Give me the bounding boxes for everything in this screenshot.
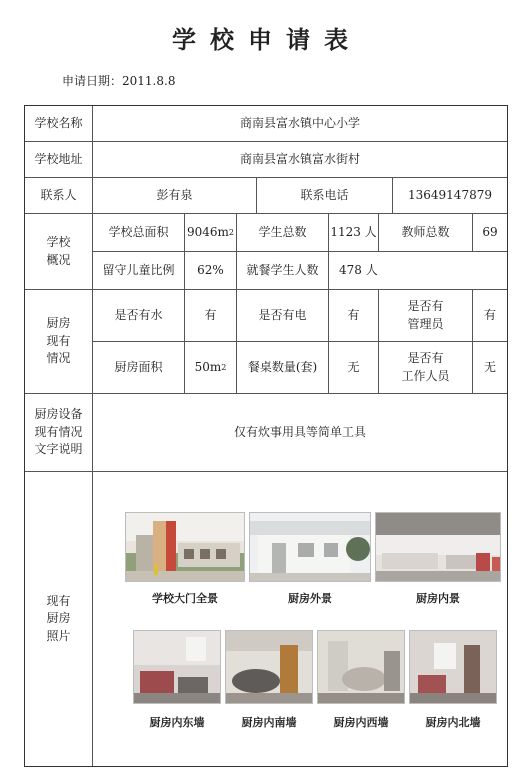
total-teachers-label: 教师总数 bbox=[379, 214, 473, 252]
meal-students-label: 就餐学生人数 bbox=[237, 252, 329, 290]
photo-caption-exterior: 厨房外景 bbox=[288, 592, 332, 605]
photo-caption-west: 厨房内西墙 bbox=[333, 716, 389, 729]
photo-caption-gate: 学校大门全景 bbox=[152, 592, 218, 605]
application-form bbox=[24, 105, 508, 767]
table-count-label: 餐桌数量(套) bbox=[237, 342, 329, 394]
has-staff-value: 无 bbox=[473, 342, 507, 394]
photo-gallery bbox=[93, 472, 507, 766]
kitchen-photos-label: 现有 厨房 照片 bbox=[25, 472, 93, 766]
equipment-label: 厨房设备 现有情况 文字说明 bbox=[25, 394, 93, 472]
total-students-value: 1123 人 bbox=[329, 214, 379, 252]
kitchen-east-wall-photo bbox=[133, 630, 221, 704]
kitchen-interior-photo bbox=[375, 512, 501, 582]
kitchen-area-value: 50m 2 bbox=[185, 342, 237, 394]
has-water-label: 是否有水 bbox=[93, 290, 185, 342]
contact-person-value: 彭有泉 bbox=[93, 178, 257, 214]
has-power-label: 是否有电 bbox=[237, 290, 329, 342]
date-label: 申请日期： bbox=[62, 74, 123, 88]
photo-caption-north: 厨房内北墙 bbox=[425, 716, 481, 729]
school-overview-label: 学校 概况 bbox=[25, 214, 93, 290]
total-teachers-value: 69 bbox=[473, 214, 507, 252]
left-behind-ratio-value: 62% bbox=[185, 252, 237, 290]
school-name-value: 商南县富水镇中心小学 bbox=[93, 106, 507, 142]
kitchen-north-wall-photo bbox=[409, 630, 497, 704]
school-name-label: 学校名称 bbox=[25, 106, 93, 142]
school-gate-photo bbox=[125, 512, 245, 582]
total-area-label: 学校总面积 bbox=[93, 214, 185, 252]
date-value: 2011.8.8 bbox=[122, 74, 176, 88]
equipment-value: 仅有炊事用具等简单工具 bbox=[93, 394, 507, 472]
contact-phone-label: 联系电话 bbox=[257, 178, 393, 214]
photo-caption-east: 厨房内东墙 bbox=[149, 716, 205, 729]
has-power-value: 有 bbox=[329, 290, 379, 342]
has-manager-label: 是否有 管理员 bbox=[379, 290, 473, 342]
photo-caption-interior: 厨房内景 bbox=[416, 592, 460, 605]
total-area-value: 9046m 2 bbox=[185, 214, 237, 252]
kitchen-south-wall-photo bbox=[225, 630, 313, 704]
table-count-value: 无 bbox=[329, 342, 379, 394]
contact-phone-value: 13649147879 bbox=[393, 178, 507, 214]
school-address-value: 商南县富水镇富水街村 bbox=[93, 142, 507, 178]
meal-students-value: 478 人 bbox=[329, 252, 507, 290]
application-date bbox=[62, 72, 175, 89]
kitchen-exterior-photo bbox=[249, 512, 371, 582]
kitchen-area-label: 厨房面积 bbox=[93, 342, 185, 394]
contact-person-label: 联系人 bbox=[25, 178, 93, 214]
form-title: 学校申请表 bbox=[172, 25, 362, 54]
school-address-label: 学校地址 bbox=[25, 142, 93, 178]
has-staff-label: 是否有 工作人员 bbox=[379, 342, 473, 394]
total-students-label: 学生总数 bbox=[237, 214, 329, 252]
kitchen-west-wall-photo bbox=[317, 630, 405, 704]
photo-caption-south: 厨房内南墙 bbox=[241, 716, 297, 729]
left-behind-ratio-label: 留守儿童比例 bbox=[93, 252, 185, 290]
kitchen-status-label: 厨房 现有 情况 bbox=[25, 290, 93, 394]
has-manager-value: 有 bbox=[473, 290, 507, 342]
has-water-value: 有 bbox=[185, 290, 237, 342]
